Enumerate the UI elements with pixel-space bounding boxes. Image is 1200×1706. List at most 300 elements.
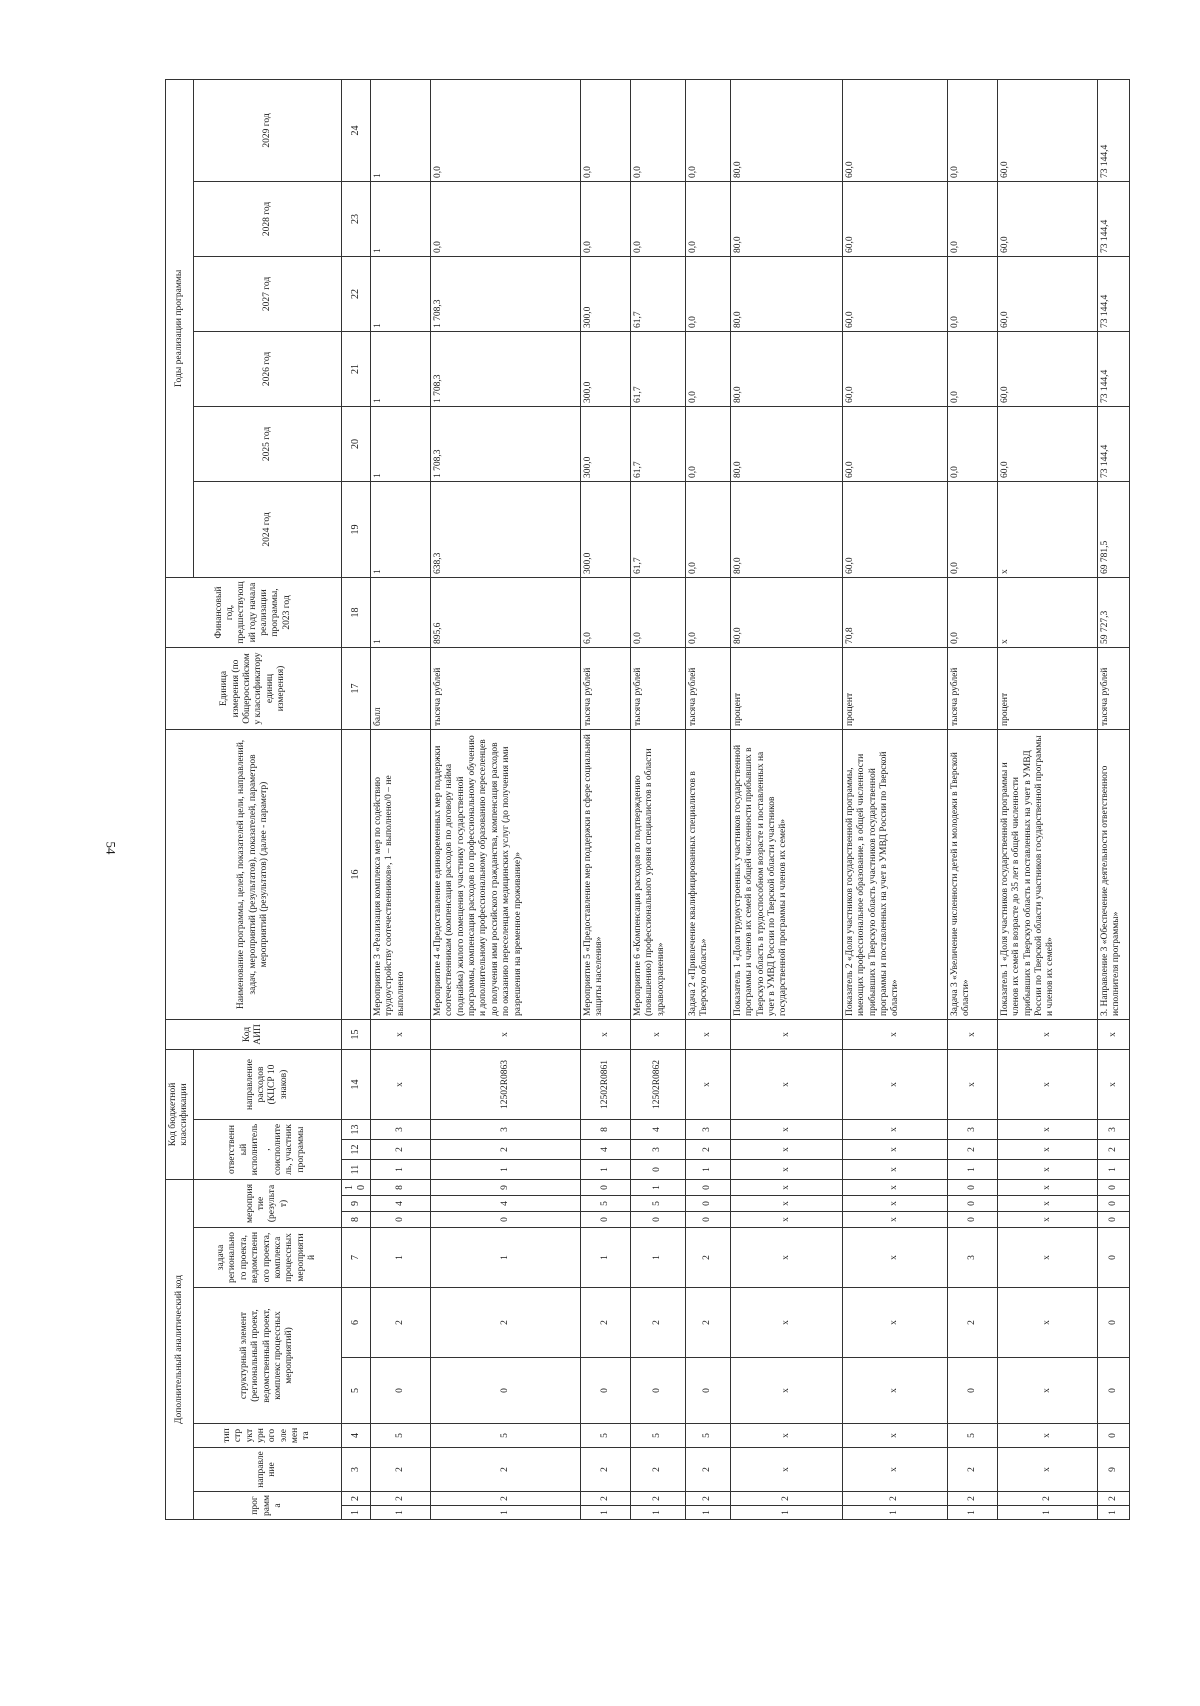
- code-cell: х: [685, 1049, 730, 1119]
- row-year-value: 638,3: [430, 481, 580, 577]
- code-cell: 1: [1097, 1160, 1129, 1180]
- column-number: 14: [341, 1049, 370, 1119]
- code-cell: 1: [580, 1228, 630, 1288]
- row-unit: процент: [842, 647, 947, 729]
- code-cell: 0: [580, 1358, 630, 1424]
- row-year-value: 60,0: [842, 481, 947, 577]
- code-cell: 2: [730, 1492, 842, 1506]
- code-cell: 4: [580, 1140, 630, 1160]
- code-cell: 1: [1097, 1506, 1129, 1520]
- code-cell: 3: [430, 1120, 580, 1140]
- code-cell: х: [685, 1019, 730, 1049]
- code-cell: 0: [580, 1180, 630, 1196]
- header-aip: Код АИП: [166, 1019, 342, 1049]
- code-cell: 3: [370, 1120, 430, 1140]
- row-year-value: 0,0: [685, 331, 730, 406]
- code-cell: 0: [1097, 1228, 1129, 1288]
- table-body: [341, 79, 1129, 1519]
- table-row: [842, 79, 947, 1519]
- code-cell: 5: [630, 1196, 685, 1212]
- column-number: 2: [341, 1492, 370, 1506]
- header-event: мероприятие (результат): [193, 1180, 341, 1228]
- column-number: 23: [341, 181, 370, 256]
- code-cell: 0: [947, 1180, 997, 1196]
- code-cell: 2: [430, 1492, 580, 1506]
- code-cell: 2: [685, 1492, 730, 1506]
- code-cell: 1: [685, 1160, 730, 1180]
- row-year-value: 1 708,3: [430, 256, 580, 331]
- column-number: 9: [341, 1196, 370, 1212]
- code-cell: 0: [947, 1358, 997, 1424]
- code-cell: х: [997, 1160, 1097, 1180]
- code-cell: 0: [370, 1212, 430, 1228]
- row-unit: тысяча рублей: [630, 647, 685, 729]
- row-name: Показатель 2 «Доля участников государственной программы, имеющих профессиональное образование, в общей численности прибывших в Тверскую область участников государственной программы и поставленных на учет в УМВД России по Тверской области»: [842, 729, 947, 1019]
- column-number: 20: [341, 406, 370, 481]
- code-cell: 2: [997, 1492, 1097, 1506]
- code-cell: х: [730, 1448, 842, 1492]
- code-cell: 1: [430, 1160, 580, 1180]
- code-cell: 1: [370, 1160, 430, 1180]
- code-cell: 3: [1097, 1120, 1129, 1140]
- code-cell: х: [1097, 1049, 1129, 1119]
- row-year-value: 73 144,4: [1097, 406, 1129, 481]
- code-cell: 1: [630, 1506, 685, 1520]
- code-cell: х: [730, 1180, 842, 1196]
- code-cell: 0: [1097, 1358, 1129, 1424]
- row-year-value: 60,0: [997, 256, 1097, 331]
- row-year-value: 80,0: [730, 256, 842, 331]
- code-cell: 5: [580, 1196, 630, 1212]
- code-cell: х: [997, 1196, 1097, 1212]
- row-year-value: 60,0: [842, 181, 947, 256]
- header-year-2027: 2027 год: [193, 256, 341, 331]
- column-number: 8: [341, 1212, 370, 1228]
- code-cell: 1: [430, 1506, 580, 1520]
- code-cell: х: [1097, 1019, 1129, 1049]
- code-cell: 2: [430, 1288, 580, 1358]
- code-cell: х: [730, 1140, 842, 1160]
- row-year-value: 61,7: [630, 256, 685, 331]
- column-number: 13: [341, 1120, 370, 1140]
- code-cell: 2: [685, 1140, 730, 1160]
- code-cell: х: [842, 1212, 947, 1228]
- row-year-value: 73 144,4: [1097, 331, 1129, 406]
- header-year-2025: 2025 год: [193, 406, 341, 481]
- code-cell: 0: [685, 1196, 730, 1212]
- row-unit: балл: [370, 647, 430, 729]
- row-year-value: 80,0: [730, 481, 842, 577]
- row-year-value: 0,0: [630, 79, 685, 181]
- code-cell: х: [730, 1196, 842, 1212]
- row-year-value: 0,0: [685, 406, 730, 481]
- row-unit: процент: [730, 647, 842, 729]
- code-cell: 2: [370, 1140, 430, 1160]
- column-number: 22: [341, 256, 370, 331]
- row-year-value: 300,0: [580, 256, 630, 331]
- column-number: 7: [341, 1228, 370, 1288]
- rotated-table-frame: [165, 95, 1122, 1520]
- row-year-value: 0,0: [685, 481, 730, 577]
- code-cell: х: [842, 1019, 947, 1049]
- code-cell: 1: [842, 1506, 947, 1520]
- code-cell: 9: [1097, 1448, 1129, 1492]
- row-year-value: 60,0: [997, 331, 1097, 406]
- column-number: 17: [341, 647, 370, 729]
- column-number: 4: [341, 1424, 370, 1448]
- row-year-value: 1 708,3: [430, 331, 580, 406]
- row-year-value: 0,0: [685, 256, 730, 331]
- header-struct-element: структурный элемент (региональный проект, ведомственный проект, комплекс процессных мероприятий): [193, 1288, 341, 1424]
- row-name: Задача 3 «Увеличение численности детей и молодежи в Тверской области»: [947, 729, 997, 1019]
- code-cell: 1: [630, 1180, 685, 1196]
- code-cell: 2: [1097, 1492, 1129, 1506]
- row-year-value: 61,7: [630, 481, 685, 577]
- column-number: 18: [341, 577, 370, 647]
- header-unit: Единица измерения (по Общероссийскому классификатору единиц измерения): [166, 647, 342, 729]
- code-cell: 1: [430, 1228, 580, 1288]
- code-cell: х: [997, 1120, 1097, 1140]
- code-cell: 4: [430, 1196, 580, 1212]
- row-fin-2023: 80,0: [730, 577, 842, 647]
- row-year-value: 0,0: [947, 79, 997, 181]
- row-year-value: 60,0: [842, 256, 947, 331]
- column-number: 12: [341, 1140, 370, 1160]
- code-cell: х: [730, 1212, 842, 1228]
- column-number: 3: [341, 1448, 370, 1492]
- row-year-value: 60,0: [997, 181, 1097, 256]
- table-row: [947, 79, 997, 1519]
- code-cell: 2: [842, 1492, 947, 1506]
- column-number: 16: [341, 729, 370, 1019]
- code-cell: 2: [947, 1140, 997, 1160]
- table-row: [685, 79, 730, 1519]
- row-year-value: 0,0: [630, 181, 685, 256]
- row-unit: тысяча рублей: [947, 647, 997, 729]
- code-cell: 2: [580, 1448, 630, 1492]
- code-cell: х: [997, 1180, 1097, 1196]
- code-cell: х: [842, 1180, 947, 1196]
- code-cell: 2: [1097, 1140, 1129, 1160]
- code-cell: 3: [630, 1140, 685, 1160]
- code-cell: х: [370, 1049, 430, 1119]
- code-cell: 1: [997, 1506, 1097, 1520]
- code-cell: 0: [630, 1212, 685, 1228]
- row-year-value: 80,0: [730, 79, 842, 181]
- row-name: Показатель 1 «Доля трудоустроенных участников государственной программы и членов их семей в общей численности прибывших в Тверскую область в трудоспособном возрасте и поставленных на учет в УМВД России по Тверской области участников государственной программы и членов их семей»: [730, 729, 842, 1019]
- header-struct-type: тип структурного элемента: [193, 1424, 341, 1448]
- code-cell: 4: [630, 1120, 685, 1140]
- column-number: 15: [341, 1019, 370, 1049]
- code-cell: 2: [630, 1288, 685, 1358]
- code-cell: 12502R0862: [630, 1049, 685, 1119]
- table-row: [370, 79, 430, 1519]
- column-number: 5: [341, 1358, 370, 1424]
- row-year-value: 60,0: [997, 406, 1097, 481]
- row-year-value: 1: [370, 256, 430, 331]
- code-cell: х: [842, 1424, 947, 1448]
- code-cell: 2: [370, 1492, 430, 1506]
- row-name: 3. Направление 3 «Обеспечение деятельности ответственного исполнителя программы»: [1097, 729, 1129, 1019]
- row-year-value: 0,0: [430, 181, 580, 256]
- code-cell: х: [580, 1019, 630, 1049]
- code-cell: 0: [1097, 1212, 1129, 1228]
- code-cell: х: [730, 1358, 842, 1424]
- row-year-value: 1: [370, 181, 430, 256]
- row-year-value: х: [997, 481, 1097, 577]
- code-cell: 2: [370, 1288, 430, 1358]
- code-cell: 1: [370, 1506, 430, 1520]
- code-cell: х: [842, 1196, 947, 1212]
- code-cell: 1: [630, 1228, 685, 1288]
- row-year-value: 61,7: [630, 406, 685, 481]
- code-cell: х: [997, 1358, 1097, 1424]
- row-unit: тысяча рублей: [685, 647, 730, 729]
- header-year-2024: 2024 год: [193, 481, 341, 577]
- column-number: 21: [341, 331, 370, 406]
- row-name: Мероприятие 4 «Предоставление единовременных мер поддержки соотечественникам (компенсация расходов по договору найма (поднайма) жилого помещения участнику государственной программы, компенсация расходов по профессиональному обучению и дополнительному профессиональному образованию переселенцев до получения ими российского гражданства, компенсация расходов по оказанию переселенцам медицинских услуг (до получения ими разрешения на временное проживание)»: [430, 729, 580, 1019]
- row-name: Мероприятие 6 «Компенсация расходов по подтверждению (повышению) профессионального уровня специалистов в области здравоохранения»: [630, 729, 685, 1019]
- program-table: [165, 79, 1130, 1520]
- row-fin-2023: 0,0: [947, 577, 997, 647]
- header-budget-code: Код бюджетной классификации: [166, 1049, 194, 1179]
- code-cell: х: [997, 1212, 1097, 1228]
- row-fin-2023: 0,0: [630, 577, 685, 647]
- row-unit: тысяча рублей: [1097, 647, 1129, 729]
- code-cell: 12502R0863: [430, 1049, 580, 1119]
- column-number: 6: [341, 1288, 370, 1358]
- code-cell: х: [630, 1019, 685, 1049]
- row-fin-2023: 0,0: [685, 577, 730, 647]
- table-row: [1097, 79, 1129, 1519]
- code-cell: х: [730, 1049, 842, 1119]
- row-year-value: 73 144,4: [1097, 256, 1129, 331]
- row-year-value: 80,0: [730, 331, 842, 406]
- code-cell: 2: [430, 1448, 580, 1492]
- row-year-value: 0,0: [947, 256, 997, 331]
- code-cell: х: [842, 1358, 947, 1424]
- row-year-value: 0,0: [947, 481, 997, 577]
- row-fin-2023: х: [997, 577, 1097, 647]
- code-cell: х: [997, 1424, 1097, 1448]
- row-fin-2023: 6,0: [580, 577, 630, 647]
- header-additional-code: Дополнительный аналитический код: [166, 1180, 194, 1520]
- code-cell: х: [842, 1288, 947, 1358]
- row-year-value: 0,0: [685, 79, 730, 181]
- code-cell: 0: [947, 1196, 997, 1212]
- code-cell: х: [997, 1448, 1097, 1492]
- header-task: задача регионального проекта, ведомственного проекта, комплекса процессных мероприятий: [193, 1228, 341, 1288]
- column-number: 19: [341, 481, 370, 577]
- code-cell: 0: [1097, 1180, 1129, 1196]
- row-year-value: 0,0: [685, 181, 730, 256]
- code-cell: 1: [580, 1160, 630, 1180]
- code-cell: х: [370, 1019, 430, 1049]
- code-cell: 0: [1097, 1288, 1129, 1358]
- code-cell: 0: [1097, 1196, 1129, 1212]
- row-name: Задача 2 «Привлечение квалифицированных специалистов в Тверскую область»: [685, 729, 730, 1019]
- row-year-value: 0,0: [947, 406, 997, 481]
- code-cell: х: [730, 1288, 842, 1358]
- row-unit: тысяча рублей: [580, 647, 630, 729]
- code-cell: 3: [947, 1120, 997, 1140]
- column-numbers-row: [341, 79, 370, 1519]
- table-row: [997, 79, 1097, 1519]
- header-program: программа: [193, 1492, 341, 1520]
- row-year-value: 1: [370, 331, 430, 406]
- code-cell: 2: [630, 1448, 685, 1492]
- code-cell: 0: [685, 1358, 730, 1424]
- code-cell: 12502R0861: [580, 1049, 630, 1119]
- header-year-2026: 2026 год: [193, 331, 341, 406]
- row-year-value: 60,0: [842, 406, 947, 481]
- code-cell: х: [842, 1049, 947, 1119]
- table-row: [630, 79, 685, 1519]
- row-year-value: 1: [370, 79, 430, 181]
- code-cell: х: [842, 1228, 947, 1288]
- row-year-value: 300,0: [580, 406, 630, 481]
- column-number: 24: [341, 79, 370, 181]
- row-name: Показатель 1 «Доля участников государственной программы и членов их семей в возрасте до 35 лет в общей численности прибывших в Тверскую область и поставленных на учет в УМВД России по Тверской области участников государственной программы и членов их семей»: [997, 729, 1097, 1019]
- code-cell: 2: [630, 1492, 685, 1506]
- row-year-value: 61,7: [630, 331, 685, 406]
- code-cell: 2: [580, 1492, 630, 1506]
- code-cell: х: [730, 1424, 842, 1448]
- table-row: [580, 79, 630, 1519]
- code-cell: 0: [370, 1358, 430, 1424]
- code-cell: 0: [430, 1212, 580, 1228]
- code-cell: х: [730, 1160, 842, 1180]
- row-name: Мероприятие 5 «Предоставление мер поддержки в сфере социальной защиты населения»: [580, 729, 630, 1019]
- code-cell: 1: [947, 1160, 997, 1180]
- code-cell: 0: [430, 1358, 580, 1424]
- rotated-page-container: [165, 95, 1122, 1520]
- code-cell: 4: [370, 1196, 430, 1212]
- header-fin-year: Финансовый год, предшествующий году начала реализации программы, 2023 год: [166, 577, 342, 647]
- code-cell: 9: [430, 1180, 580, 1196]
- code-cell: х: [997, 1049, 1097, 1119]
- code-cell: х: [842, 1160, 947, 1180]
- row-year-value: 0,0: [580, 79, 630, 181]
- code-cell: 2: [580, 1288, 630, 1358]
- code-cell: х: [730, 1120, 842, 1140]
- row-fin-2023: 59 727,3: [1097, 577, 1129, 647]
- row-year-value: 300,0: [580, 331, 630, 406]
- code-cell: 2: [947, 1448, 997, 1492]
- row-year-value: 80,0: [730, 181, 842, 256]
- code-cell: 5: [685, 1424, 730, 1448]
- code-cell: х: [842, 1140, 947, 1160]
- row-year-value: 300,0: [580, 481, 630, 577]
- header-years-group: Годы реализации программы: [166, 79, 194, 577]
- code-cell: 0: [630, 1160, 685, 1180]
- code-cell: 1: [947, 1506, 997, 1520]
- code-cell: х: [947, 1049, 997, 1119]
- code-cell: х: [842, 1448, 947, 1492]
- row-year-value: 60,0: [997, 79, 1097, 181]
- row-year-value: 60,0: [842, 79, 947, 181]
- column-number: 10: [341, 1180, 370, 1196]
- row-name: Мероприятие 3 «Реализация комплекса мер по содействию трудоустройству соотечественников», 1 – выполнено/0 – не выполнено: [370, 729, 430, 1019]
- code-cell: 0: [685, 1212, 730, 1228]
- table-row: [430, 79, 580, 1519]
- code-cell: 3: [947, 1228, 997, 1288]
- code-cell: 2: [430, 1140, 580, 1160]
- row-fin-2023: 895,6: [430, 577, 580, 647]
- header-expense: направление расходов (КЦСР 10 знаков): [193, 1049, 341, 1119]
- code-cell: 0: [1097, 1424, 1129, 1448]
- code-cell: х: [997, 1228, 1097, 1288]
- header-name: Наименование программы, целей, показателей цели, направлений, задач, мероприятий (результатов), показателей, параметров мероприятий (результатов) (далее - параметр): [166, 729, 342, 1019]
- code-cell: 3: [685, 1120, 730, 1140]
- header-direction: направление: [193, 1448, 341, 1492]
- code-cell: 2: [947, 1492, 997, 1506]
- row-year-value: 0,0: [947, 331, 997, 406]
- row-unit: тысяча рублей: [430, 647, 580, 729]
- code-cell: 5: [580, 1424, 630, 1448]
- code-cell: 2: [370, 1448, 430, 1492]
- code-cell: х: [947, 1019, 997, 1049]
- code-cell: х: [997, 1140, 1097, 1160]
- column-number: 11: [341, 1160, 370, 1180]
- row-unit: процент: [997, 647, 1097, 729]
- code-cell: х: [730, 1019, 842, 1049]
- code-cell: 8: [370, 1180, 430, 1196]
- code-cell: 2: [685, 1228, 730, 1288]
- code-cell: х: [997, 1288, 1097, 1358]
- code-cell: 2: [685, 1288, 730, 1358]
- column-number: 1: [341, 1506, 370, 1520]
- code-cell: 5: [947, 1424, 997, 1448]
- code-cell: 5: [630, 1424, 685, 1448]
- row-year-value: 0,0: [430, 79, 580, 181]
- header-executor: ответственный исполнитель, соисполнитель, участник программы: [193, 1120, 341, 1180]
- code-cell: 2: [947, 1288, 997, 1358]
- code-cell: х: [430, 1019, 580, 1049]
- code-cell: х: [842, 1120, 947, 1140]
- code-cell: 5: [430, 1424, 580, 1448]
- row-fin-2023: 70,8: [842, 577, 947, 647]
- code-cell: 2: [685, 1448, 730, 1492]
- row-year-value: 1 708,3: [430, 406, 580, 481]
- code-cell: 1: [685, 1506, 730, 1520]
- row-year-value: 73 144,4: [1097, 79, 1129, 181]
- code-cell: 0: [580, 1212, 630, 1228]
- row-year-value: 1: [370, 481, 430, 577]
- table-row: [730, 79, 842, 1519]
- code-cell: х: [997, 1019, 1097, 1049]
- code-cell: 1: [370, 1228, 430, 1288]
- row-year-value: 0,0: [947, 181, 997, 256]
- code-cell: 0: [630, 1358, 685, 1424]
- code-cell: 1: [730, 1506, 842, 1520]
- code-cell: 5: [370, 1424, 430, 1448]
- row-year-value: 1: [370, 406, 430, 481]
- header-year-2028: 2028 год: [193, 181, 341, 256]
- row-year-value: 73 144,4: [1097, 181, 1129, 256]
- code-cell: х: [730, 1228, 842, 1288]
- code-cell: 1: [580, 1506, 630, 1520]
- row-year-value: 69 781,5: [1097, 481, 1129, 577]
- page-number: 54: [103, 841, 119, 855]
- row-year-value: 0,0: [580, 181, 630, 256]
- row-year-value: 60,0: [842, 331, 947, 406]
- code-cell: 0: [947, 1212, 997, 1228]
- row-fin-2023: 1: [370, 577, 430, 647]
- code-cell: 0: [685, 1180, 730, 1196]
- header-year-2029: 2029 год: [193, 79, 341, 181]
- row-year-value: 80,0: [730, 406, 842, 481]
